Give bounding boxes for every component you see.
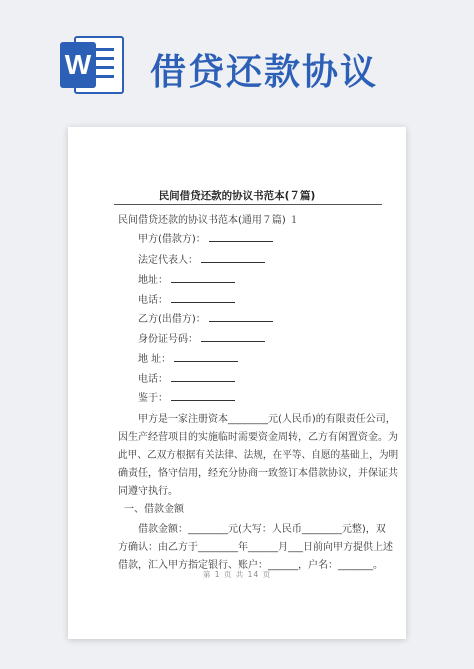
field-label: 地址： [138, 275, 168, 286]
field-phone [138, 291, 235, 306]
word-icon-badge: W [60, 42, 96, 88]
word-document-icon [60, 32, 126, 98]
title-divider [114, 204, 382, 205]
field-label: 电话： [138, 374, 168, 385]
paragraph-line: 同遵守执行。 [118, 486, 178, 497]
field-id-number [138, 330, 265, 345]
paragraph-line: 确责任，恪守信用，经充分协商一致签订本借款协议，并保证共 [118, 468, 398, 479]
field-borrower [138, 230, 273, 245]
field-label: 法定代表人： [138, 255, 198, 266]
document-page [68, 127, 406, 639]
field-label: 乙方(出借方)： [138, 314, 206, 325]
paragraph-line: 因生产经营项目的实施临时需要资金周转，乙方有闲置资金。为 [118, 432, 398, 443]
field-blank [171, 292, 235, 303]
section-heading: 一、借款金额 [124, 504, 184, 515]
document-title: 民间借贷还款的协议书范本(７篇) [158, 190, 316, 202]
field-label: 地 址： [138, 354, 172, 365]
section-line: 方确认：由乙方于________年______月___日前向甲方提供上述 [118, 542, 393, 553]
field-blank [201, 252, 265, 263]
paragraph-line: 甲方是一家注册资本________元(人民币)的有限责任公司， [138, 414, 396, 425]
field-blank [209, 231, 273, 242]
banner [0, 0, 474, 110]
page-footer: 第 1 页 共 14 页 [202, 570, 272, 579]
field-lender-address [138, 350, 238, 365]
field-legal-rep [138, 251, 265, 266]
section-line: 借款金额：________元(大写：人民币________元整)，双 [138, 524, 386, 535]
field-lender-phone [138, 370, 235, 385]
banner-title: 借贷还款协议 [150, 52, 379, 93]
field-address [138, 271, 235, 286]
field-blank [171, 390, 235, 401]
section-line: 借款，汇入甲方指定银行、账户：______，户名：_______。 [118, 560, 383, 571]
field-label: 身份证号码： [138, 334, 198, 345]
field-label: 鉴于： [138, 393, 168, 404]
field-label: 电话： [138, 295, 168, 306]
field-lender [138, 310, 273, 325]
document-subtitle: 民间借贷还款的协议书范本(通用７篇) １ [118, 215, 299, 226]
field-blank [209, 311, 273, 322]
field-whereas [138, 389, 235, 404]
field-blank [171, 272, 235, 283]
field-label: 甲方(借款方)： [138, 234, 206, 245]
field-blank [201, 331, 265, 342]
field-blank [174, 351, 238, 362]
field-blank [171, 371, 235, 382]
paragraph-line: 此甲、乙双方根据有关法律、法规，在平等、自愿的基础上，为明 [118, 450, 399, 461]
